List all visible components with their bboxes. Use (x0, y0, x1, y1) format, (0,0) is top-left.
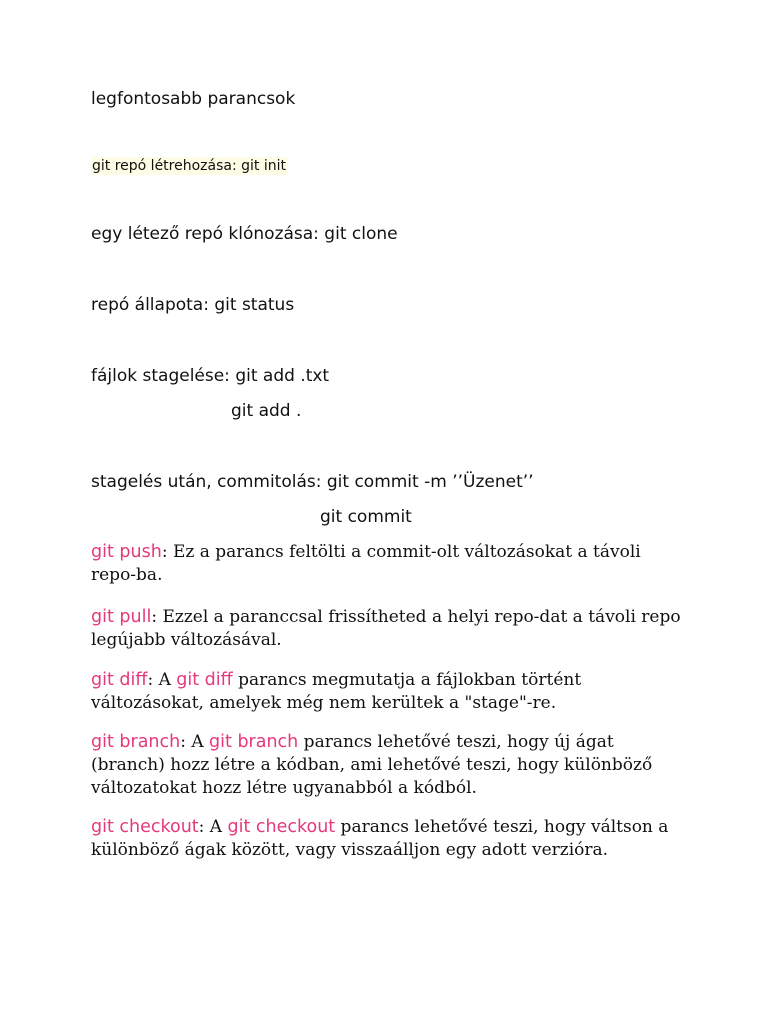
add-line-2: git add . (231, 401, 302, 421)
checkout-prefix: : A (198, 817, 228, 837)
checkout-command: git checkout (91, 817, 199, 837)
branch-description: parancs lehetővé teszi, hogy új ágat (branch) hozz létre a kódban, ami lehetővé teszi, hogy különböző változatokat hozz létre ugyanabból a kódból. (91, 732, 653, 798)
branch-paragraph (91, 731, 691, 800)
diff-paragraph (91, 669, 691, 715)
push-command: git push (91, 542, 162, 562)
diff-description: parancs megmutatja a fájlokban történt változásokat, amelyek még nem kerültek a "stage"-re. (91, 670, 582, 713)
clone-line: egy létező repó klónozása: git clone (91, 224, 398, 244)
checkout-description: parancs lehetővé teszi, hogy váltson a különböző ágak között, vagy visszaálljon egy adott verzióra. (91, 817, 669, 860)
diff-command-inline: git diff (176, 670, 233, 690)
init-line (91, 157, 288, 175)
init-highlight: git repó létrehozása: git init (92, 158, 286, 174)
pull-paragraph (91, 606, 691, 652)
branch-prefix: : A (180, 732, 210, 752)
pull-description: : Ezzel a paranccsal frissítheted a helyi repo-dat a távoli repo legújabb változásával. (91, 607, 681, 650)
add-line-1: fájlok stagelése: git add .txt (91, 366, 330, 386)
commit-line-1: stagelés után, commitolás: git commit -m ’’Üzenet’’ (91, 472, 534, 492)
diff-prefix: : A (147, 670, 177, 690)
checkout-paragraph (91, 816, 691, 862)
diff-command: git diff (91, 670, 148, 690)
branch-command-inline: git branch (209, 732, 299, 752)
pull-command: git pull (91, 607, 152, 627)
commit-line-2: git commit (320, 507, 412, 527)
push-description: : Ez a parancs feltölti a commit-olt változásokat a távoli repo-ba. (91, 542, 641, 585)
branch-command: git branch (91, 732, 181, 752)
push-paragraph (91, 541, 691, 587)
doc-title: legfontosabb parancsok (91, 89, 296, 109)
checkout-command-inline: git checkout (227, 817, 336, 837)
status-line: repó állapota: git status (91, 295, 295, 315)
